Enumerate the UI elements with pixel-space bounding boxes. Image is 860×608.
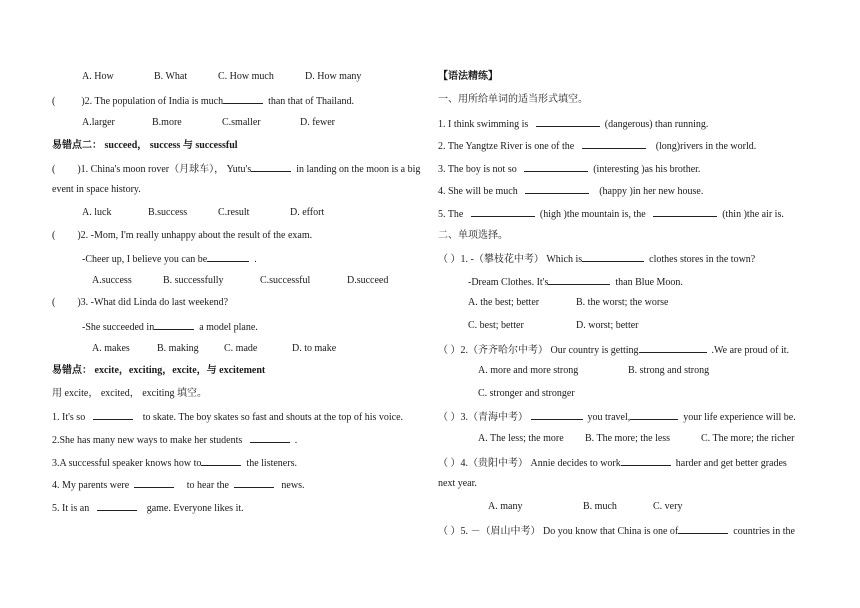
fill-item-2: 2. The Yangtze River is one of the (long)rivers in the world. <box>438 141 757 152</box>
option-b: B.more <box>152 117 182 128</box>
answer-blank[interactable] <box>531 410 583 420</box>
fill-item-4: 4. She will be much (happy )in her new house. <box>438 186 704 197</box>
answer-blank[interactable] <box>653 207 717 217</box>
question-3: ( )3. -What did Linda do last weekend? <box>52 297 229 308</box>
page-heading: 【语法精练】 <box>438 71 498 82</box>
section-instruction: 用 excite， excited， exciting 填空。 <box>52 388 207 399</box>
mc-question-5: （ ）5. －（眉山中考） Do you know that China is one of countries in the <box>438 526 795 537</box>
answer-blank[interactable] <box>250 433 290 443</box>
part-title: 二、单项选择。 <box>438 230 508 241</box>
fill-item-3: 3. The boy is not so (interesting )as his brother. <box>438 164 701 175</box>
option-a: A. The less; the more <box>478 433 564 444</box>
option-d: D. effort <box>290 207 325 218</box>
option-b: B. the worst; the worse <box>576 297 669 308</box>
fill-item-4: 4. My parents were to hear the news. <box>52 480 305 491</box>
option-a: A. many <box>488 501 523 512</box>
mc-question-2: （ ）2.（齐齐哈尔中考） Our country is getting .We are proud of it. <box>438 345 790 356</box>
answer-blank[interactable] <box>639 343 707 353</box>
option-c: C. The more; the richer <box>701 433 795 444</box>
option-d: D.succeed <box>347 275 389 286</box>
question-2: ( )2. -Mom, I'm really unhappy about the result of the exam. <box>52 230 313 241</box>
option-c: C. made <box>224 343 258 354</box>
option-a: A. the best; better <box>468 297 540 308</box>
option-c: C.successful <box>260 275 311 286</box>
question-1-cont: event in space history. <box>52 184 141 195</box>
option-a: A.success <box>92 275 132 286</box>
answer-blank[interactable] <box>582 252 644 262</box>
fill-item-3: 3.A successful speaker knows how to the listeners. <box>52 458 297 469</box>
option-d: D. to make <box>292 343 337 354</box>
option-c: C.result <box>218 207 250 218</box>
mc-question-1-reply: -Dream Clothes. It's than Blue Moon. <box>468 277 683 288</box>
answer-blank[interactable] <box>621 456 671 466</box>
answer-blank[interactable] <box>548 275 610 285</box>
answer-blank[interactable] <box>678 524 728 534</box>
option-a: A. How <box>82 71 114 82</box>
question-2: ( )2. The population of India is much than that of Thailand. <box>52 96 354 107</box>
answer-blank[interactable] <box>525 184 589 194</box>
question-2-reply: -Cheer up, I believe you can be . <box>82 254 257 265</box>
answer-blank[interactable] <box>536 117 600 127</box>
fill-item-1: 1. I think swimming is (dangerous) than running. <box>438 119 709 130</box>
mc-question-1: （ ）1. -（攀枝花中考） Which is clothes stores in the town? <box>438 254 756 265</box>
option-c: C. very <box>653 501 683 512</box>
option-b: B. much <box>583 501 617 512</box>
section-title: 易错点二： succeed， success 与 successful <box>52 140 238 151</box>
fill-item-5: 5. The (high )the mountain is, the (thin )the air is. <box>438 209 784 220</box>
option-b: B. What <box>154 71 188 82</box>
answer-blank[interactable] <box>471 207 535 217</box>
fill-item-5: 5. It is an game. Everyone likes it. <box>52 503 244 514</box>
option-d: D. fewer <box>300 117 335 128</box>
option-b: B.success <box>148 207 188 218</box>
fill-item-1: 1. It's so to skate. The boy skates so fast and shouts at the top of his voice. <box>52 412 404 423</box>
answer-blank[interactable] <box>134 478 174 488</box>
answer-blank[interactable] <box>582 139 646 149</box>
answer-blank[interactable] <box>234 478 274 488</box>
question-1: ( )1. China's moon rover（月球车）， Yutu's in landing on the moon is a big <box>52 164 421 175</box>
answer-blank[interactable] <box>524 162 588 172</box>
option-b: B. successfully <box>163 275 224 286</box>
answer-blank[interactable] <box>201 456 241 466</box>
option-c: C.smaller <box>222 117 261 128</box>
option-b: B. strong and strong <box>628 365 710 376</box>
mc-question-4: （ ）4.（贵阳中考） Annie decides to work harder and get better grades <box>438 458 787 469</box>
option-a: A. makes <box>92 343 130 354</box>
part-title: 一、用所给单词的适当形式填空。 <box>438 94 588 105</box>
mc-question-4-cont: next year. <box>438 478 477 489</box>
option-a: A. luck <box>82 207 112 218</box>
answer-blank[interactable] <box>97 501 137 511</box>
option-c: C. How much <box>218 71 274 82</box>
answer-blank[interactable] <box>223 94 263 104</box>
question-3-reply: -She succeeded in a model plane. <box>82 322 258 333</box>
option-a: A.larger <box>82 117 115 128</box>
answer-blank[interactable] <box>630 410 678 420</box>
section-title: 易错点： excite，exciting，excite，与 excitement <box>52 365 266 376</box>
answer-blank[interactable] <box>207 252 249 262</box>
option-a: A. more and more strong <box>478 365 579 376</box>
answer-blank[interactable] <box>251 162 291 172</box>
fill-item-2: 2.She has many new ways to make her students . <box>52 435 298 446</box>
option-b: B. making <box>157 343 199 354</box>
option-c: C. best; better <box>468 320 524 331</box>
option-c: C. stronger and stronger <box>478 388 575 399</box>
option-b: B. The more; the less <box>585 433 671 444</box>
option-d: D. How many <box>305 71 362 82</box>
option-d: D. worst; better <box>576 320 639 331</box>
answer-blank[interactable] <box>154 320 194 330</box>
answer-blank[interactable] <box>93 410 133 420</box>
mc-question-3: （ ）3.（青海中考） you travel, your life experience will be. <box>438 412 796 423</box>
